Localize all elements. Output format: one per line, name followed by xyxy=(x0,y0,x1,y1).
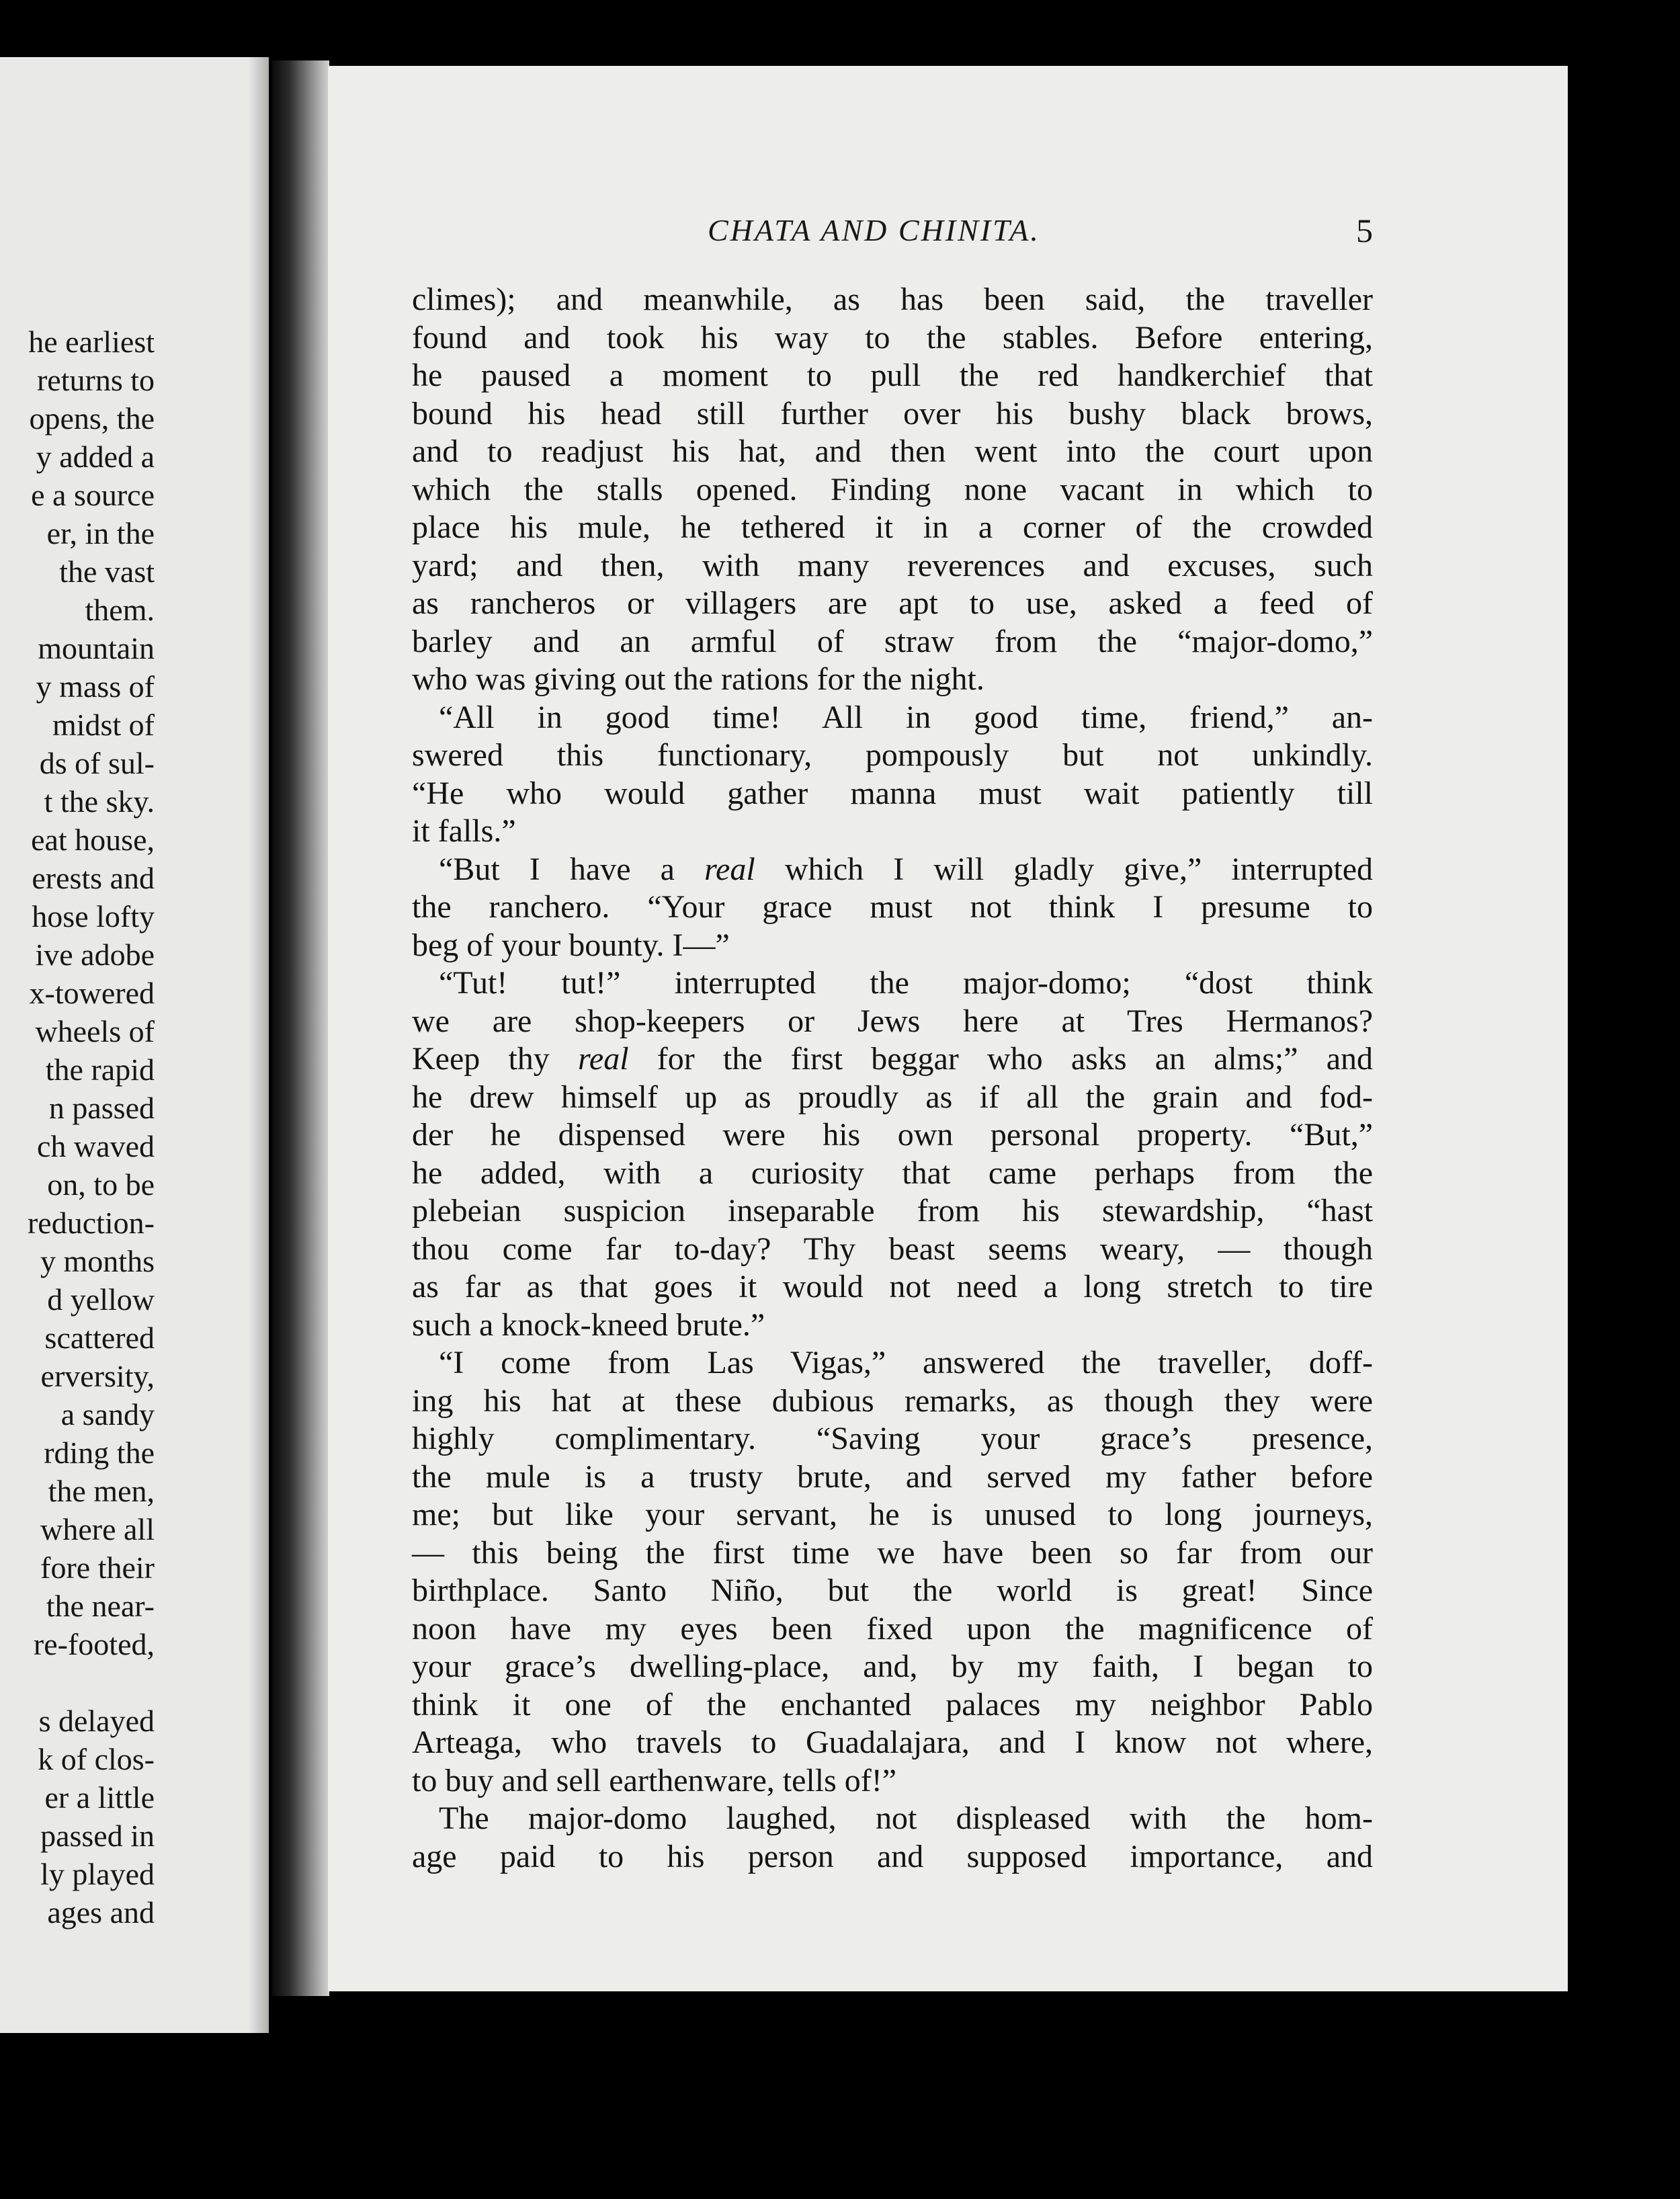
left-page-line: y added a xyxy=(36,440,155,474)
text-line: The major-domo laughed, not displeased with the hom- xyxy=(439,1800,1373,1836)
left-page xyxy=(0,57,269,2033)
left-page-line: t the sky. xyxy=(44,784,155,819)
left-page-line: er, in the xyxy=(46,516,155,550)
left-page-line: wheels of xyxy=(35,1014,155,1048)
text-line: climes); and meanwhile, as has been said, the traveller xyxy=(412,282,1373,317)
text-line: noon have my eyes been fixed upon the magnificence of xyxy=(412,1610,1373,1647)
left-page-line: the men, xyxy=(48,1474,155,1508)
text-line: he drew himself up as proudly as if all the grain and fod- xyxy=(412,1079,1373,1115)
left-page-line: he earliest xyxy=(28,325,155,359)
text-line: he added, with a curiosity that came perhaps from the xyxy=(412,1155,1373,1191)
left-page-line: where all xyxy=(40,1512,155,1546)
text-line: “All in good time! All in good time, friend,” an- xyxy=(439,699,1373,735)
left-page-line: er a little xyxy=(44,1780,155,1815)
text-line: as far as that goes it would not need a long stretch to tire xyxy=(412,1269,1373,1304)
text-line: the mule is a trusty brute, and served my father before xyxy=(412,1458,1373,1495)
left-page-line: returns to xyxy=(36,363,155,397)
text-line: the ranchero. “Your grace must not think I presume to xyxy=(412,889,1373,925)
left-page-line: midst of xyxy=(52,708,155,742)
italic-word: real xyxy=(704,851,755,887)
left-page-line: eat house, xyxy=(31,823,155,857)
text-line: plebeian suspicion inseparable from his stewardship, “hast xyxy=(412,1193,1373,1229)
text-line: your grace’s dwelling-place, and, by my faith, I began to xyxy=(412,1649,1373,1684)
left-page-line: hose lofty xyxy=(32,899,155,933)
left-page-line: y mass of xyxy=(36,669,155,704)
text-line: Keep thy real for the first beggar who asks an alms;” and xyxy=(412,1041,1374,1077)
text-line: “I come from Las Vigas,” answered the traveller, doff- xyxy=(439,1345,1373,1380)
left-page-line: erversity, xyxy=(40,1359,155,1393)
text-line: he paused a moment to pull the red handkerchief that xyxy=(412,358,1373,393)
text-line: Arteaga, who travels to Guadalajara, and I know not where, xyxy=(412,1725,1373,1760)
left-page-line: mountain xyxy=(38,631,155,665)
right-page xyxy=(328,66,1568,1991)
text-line: bound his head still further over his bushy black brows, xyxy=(412,395,1373,431)
text-line: me; but like your servant, he is unused to long journeys, xyxy=(412,1497,1373,1532)
text-line: as rancheros or villagers are apt to use, asked a feed of xyxy=(412,585,1373,621)
left-page-line: ages and xyxy=(47,1895,155,1930)
text-line: — this being the first time we have been so far from our xyxy=(412,1534,1373,1571)
text-line: who was giving out the rations for the night. xyxy=(412,661,984,697)
left-page-line xyxy=(0,1663,155,1702)
text-line: such a knock-kneed brute.” xyxy=(412,1306,765,1343)
left-page-line: the rapid xyxy=(45,1052,155,1087)
text-line: think it one of the enchanted palaces my neighbor Pablo xyxy=(412,1686,1373,1723)
left-page-line: y months xyxy=(40,1244,155,1278)
text-line: birthplace. Santo Niño, but the world is great! Since xyxy=(412,1573,1373,1608)
left-page-line: d yellow xyxy=(47,1282,155,1317)
text-line: “He who would gather manna must wait patiently till xyxy=(412,775,1373,811)
left-page-line: a sandy xyxy=(60,1397,155,1432)
text-line: “But I have a real which I will gladly give,” interrupted xyxy=(439,851,1373,887)
book-gutter xyxy=(272,60,329,1996)
text-line: age paid to his person and supposed importance, and xyxy=(412,1838,1373,1874)
text-line: highly complimentary. “Saving your grace’s presence, xyxy=(412,1421,1373,1456)
text-line: ing his hat at these dubious remarks, as though they were xyxy=(412,1382,1373,1419)
running-head: CHATA AND CHINITA. xyxy=(708,213,1040,247)
italic-word: real xyxy=(578,1041,629,1077)
left-page-line: k of clos- xyxy=(38,1742,155,1776)
left-page-edge-shadow xyxy=(249,57,269,2033)
text-line: place his mule, he tethered it in a corner of the crowded xyxy=(412,509,1373,545)
text-line: “Tut! tut!” interrupted the major-domo; “dost think xyxy=(439,965,1373,1001)
text-line: to buy and sell earthenware, tells of!” xyxy=(412,1762,897,1798)
text-line: der he dispensed were his own personal property. “But,” xyxy=(412,1117,1373,1153)
text-line: barley and an armful of straw from the “major-domo,” xyxy=(412,623,1373,659)
text-line: it falls.” xyxy=(412,813,516,849)
left-page-line: ly played xyxy=(40,1857,155,1891)
page-number: 5 xyxy=(1356,212,1373,249)
left-page-line: re-footed, xyxy=(33,1627,155,1661)
left-page-line: fore their xyxy=(40,1550,155,1585)
left-page-line: the vast xyxy=(59,554,155,589)
left-page-line: e a source xyxy=(31,478,155,512)
text-line: yard; and then, with many reverences and excuses, such xyxy=(412,547,1373,583)
left-page-line: the near- xyxy=(46,1589,155,1623)
text-line: swered this functionary, pompously but not unkindly. xyxy=(412,737,1373,773)
left-page-line: them. xyxy=(85,593,155,627)
left-page-line: reduction- xyxy=(27,1206,155,1240)
left-page-text xyxy=(0,323,155,1932)
text-line: which the stalls opened. Finding none vacant in which to xyxy=(412,471,1373,507)
text-line: and to readjust his hat, and then went into the court upon xyxy=(412,433,1373,469)
left-page-line: s delayed xyxy=(38,1704,155,1738)
page-header xyxy=(328,207,1568,254)
left-page-line: passed in xyxy=(40,1819,155,1853)
left-page-line: rding the xyxy=(44,1436,155,1470)
left-page-line: n passed xyxy=(48,1091,155,1125)
left-page-line: ive adobe xyxy=(35,938,155,972)
page-body xyxy=(412,281,1373,1876)
text-line: thou come far to-day? Thy beast seems weary, — though xyxy=(412,1231,1373,1267)
text-line: found and took his way to the stables. Before entering, xyxy=(412,319,1373,356)
text-line: beg of your bounty. I—” xyxy=(412,927,730,963)
left-page-line: ch waved xyxy=(37,1129,155,1163)
left-page-line: x-towered xyxy=(29,976,155,1010)
left-page-line: ds of sul- xyxy=(39,746,155,780)
left-page-line: on, to be xyxy=(47,1167,155,1202)
left-page-line: erests and xyxy=(32,861,155,895)
text-line: we are shop-keepers or Jews here at Tres Hermanos? xyxy=(412,1003,1373,1039)
left-page-line: opens, the xyxy=(29,401,155,435)
left-page-line: scattered xyxy=(44,1321,155,1355)
